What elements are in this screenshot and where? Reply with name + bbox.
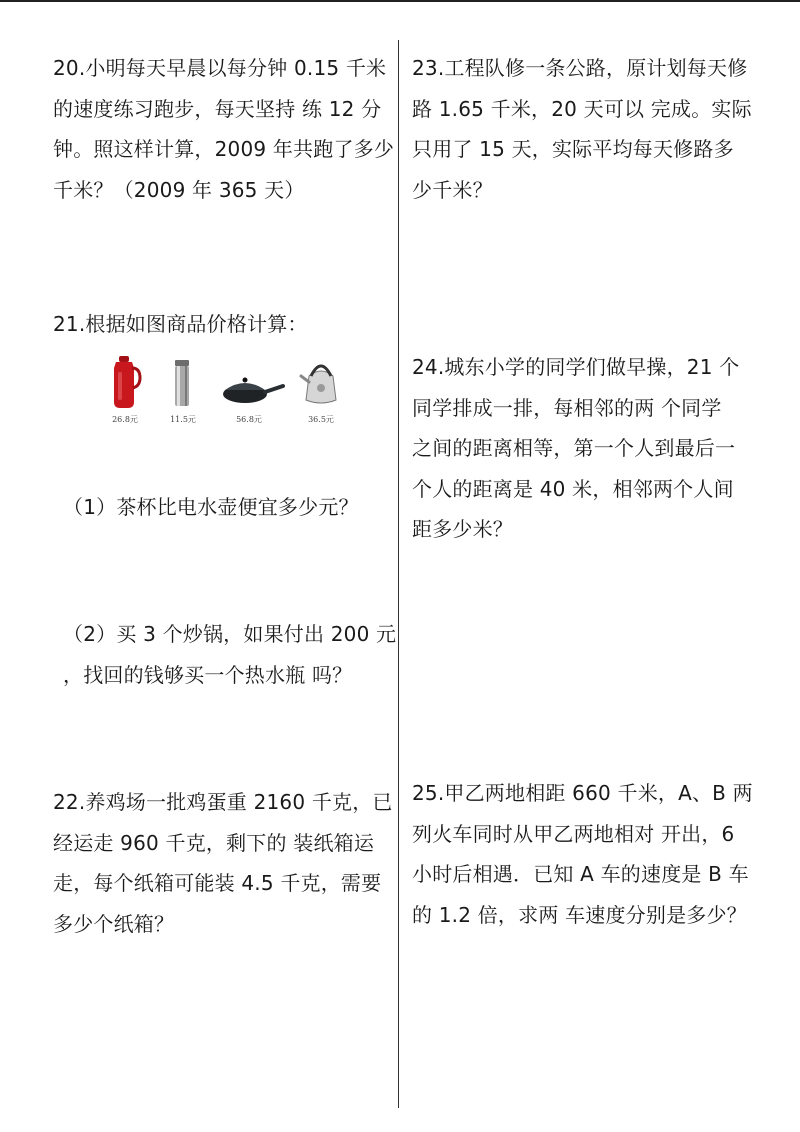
question-23-line: 路 1.65 千米，20 天可以 完成。实际 [412,96,752,121]
question-25-line: 25.甲乙两地相距 660 千米，A、B 两 [412,781,753,805]
question-20-line: 的速度练习跑步，每天坚持 练 12 分 [53,96,382,121]
thermos-bottle-icon [95,352,155,412]
question-21-part-2-line: （2）买 3 个炒锅，如果付出 200 元 [63,622,397,646]
question-21-part-1-line: （1）茶杯比电水壶便宜多少元？ [63,495,359,519]
question-21-line: 21.根据如图商品价格计算： [53,312,308,336]
product-tea-cup [153,352,213,432]
question-22-line: 走，每个纸箱可能装 4.5 千克，需要 [53,871,382,895]
frying-pan-icon [219,352,285,412]
product-price-label: 36.5元 [308,415,334,424]
question-20 [53,48,394,210]
question-22-line: 多少个纸箱？ [53,911,175,936]
question-22-line: 22.养鸡场一批鸡蛋重 2160 千克，已 [53,790,393,814]
question-21-part-1 [63,487,359,528]
question-20-line: 钟。照这样计算，2009 年共跑了多少 [53,137,395,161]
question-25-line: 列火车同时从甲乙两地相对 开出，6 [412,821,735,846]
question-23-line: 只用了 15 天，实际平均每天修路多 [412,137,734,161]
question-22-line: 经运走 960 千克，剩下的 装纸箱运 [53,830,375,855]
product-price-label: 26.8元 [112,415,138,424]
question-24-line: 距多少米？ [412,517,513,541]
question-23 [412,48,752,210]
question-21 [53,304,308,345]
question-22 [53,782,393,944]
question-24-line: 个人的距离是 40 米，相邻两个人间 [412,476,734,501]
question-23-line: 23.工程队修一条公路，原计划每天修 [412,56,748,80]
top-border-line [0,0,800,2]
question-24-line: 同学排成一排，每相邻的两 个同学 [412,395,722,420]
column-divider [398,40,399,1108]
question-20-line: 20.小明每天早晨以每分钟 0.15 千米 [53,56,387,80]
question-25-line: 小时后相遇．已知 A 车的速度是 B 车 [412,862,749,886]
product-price-figure [95,352,355,432]
product-frying-pan [219,352,279,432]
product-price-label: 56.8元 [236,415,262,424]
question-25-line: 的 1.2 倍，求两 车速度分别是多少？ [412,902,747,927]
question-21-part-2-line: ，找回的钱够买一个热水瓶 吗？ [63,662,353,687]
product-electric-kettle [291,352,351,432]
electric-kettle-icon [291,352,351,412]
question-24-line: 之间的距离相等，第一个人到最后一 [412,436,736,460]
question-25 [412,773,753,935]
question-24 [412,347,739,550]
product-price-label: 11.5元 [170,415,196,424]
question-23-line: 少千米？ [412,177,493,202]
question-21-part-2 [63,614,396,695]
tea-cup-icon [153,352,213,412]
question-20-line: 千米？（2009 年 365 天） [53,177,305,202]
product-thermos [95,352,155,432]
question-24-line: 24.城东小学的同学们做早操，21 个 [412,355,740,379]
